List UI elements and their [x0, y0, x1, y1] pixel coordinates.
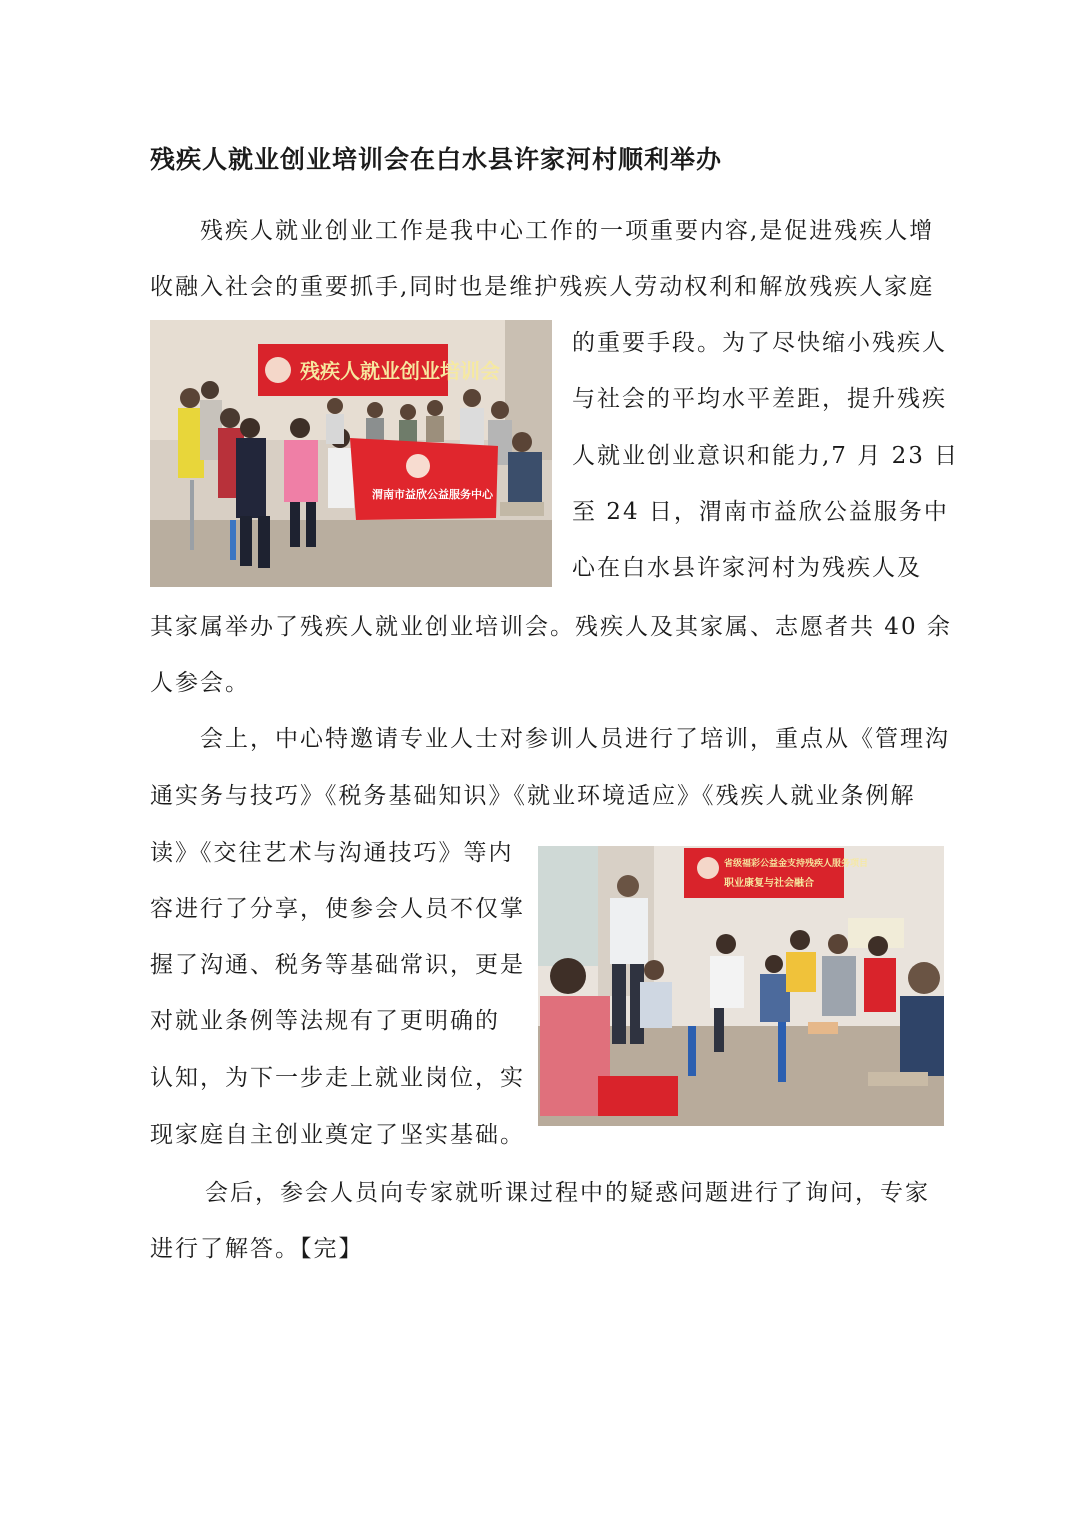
paragraph-line: 人参会。 [150, 670, 250, 696]
paragraph-line: 会后，参会人员向专家就听课过程中的疑惑问题进行了询问，专家 [205, 1180, 930, 1206]
paragraph-line: 其家属举办了残疾人就业创业培训会。残疾人及其家属、志愿者共 40 余 [150, 614, 952, 640]
paragraph-line: 读》《交往艺术与沟通技巧》等内 [150, 840, 514, 866]
wall-banner-line2: 职业康复与社会融合 [724, 878, 814, 889]
paragraph-line: 容进行了分享，使参会人员不仅掌 [150, 896, 525, 922]
training-group-photo [150, 320, 552, 587]
wall-banner-line1: 省级福彩公益金支持残疾人服务项目 [724, 859, 869, 869]
paragraph-line: 心在白水县许家河村为残疾人及 [572, 555, 922, 581]
paragraph-line: 现家庭自主创业奠定了坚实基础。 [150, 1122, 525, 1148]
red-flag [350, 438, 498, 520]
training-session-photo [538, 846, 944, 1126]
paragraph-line: 进行了解答。【完】 [150, 1236, 364, 1262]
flag-text: 渭南市益欣公益服务中心 [372, 488, 493, 501]
paragraph-line: 通实务与技巧》《税务基础知识》《就业环境适应》《残疾人就业条例解 [150, 783, 916, 809]
paragraph-line: 至 24 日，渭南市益欣公益服务中 [572, 499, 949, 525]
wall-banner-text: 残疾人就业创业培训会 [300, 359, 500, 383]
article-title: 残疾人就业创业培训会在白水县许家河村顺利举办 [150, 145, 723, 174]
paragraph-line: 人就业创业意识和能力,7 月 23 日 [572, 443, 960, 469]
paragraph-line: 的重要手段。为了尽快缩小残疾人 [572, 330, 947, 356]
paragraph-line: 握了沟通、税务等基础常识，更是 [150, 952, 525, 978]
paragraph-line: 残疾人就业创业工作是我中心工作的一项重要内容,是促进残疾人增 [200, 218, 935, 244]
paragraph-line: 认知，为下一步走上就业岗位，实 [150, 1065, 525, 1091]
paragraph-line: 与社会的平均水平差距，提升残疾 [572, 386, 947, 412]
paragraph-line: 会上，中心特邀请专业人士对参训人员进行了培训，重点从《管理沟 [200, 726, 950, 752]
paragraph-line: 收融入社会的重要抓手,同时也是维护残疾人劳动权利和解放残疾人家庭 [150, 274, 935, 300]
paragraph-line: 对就业条例等法规有了更明确的 [150, 1008, 500, 1034]
